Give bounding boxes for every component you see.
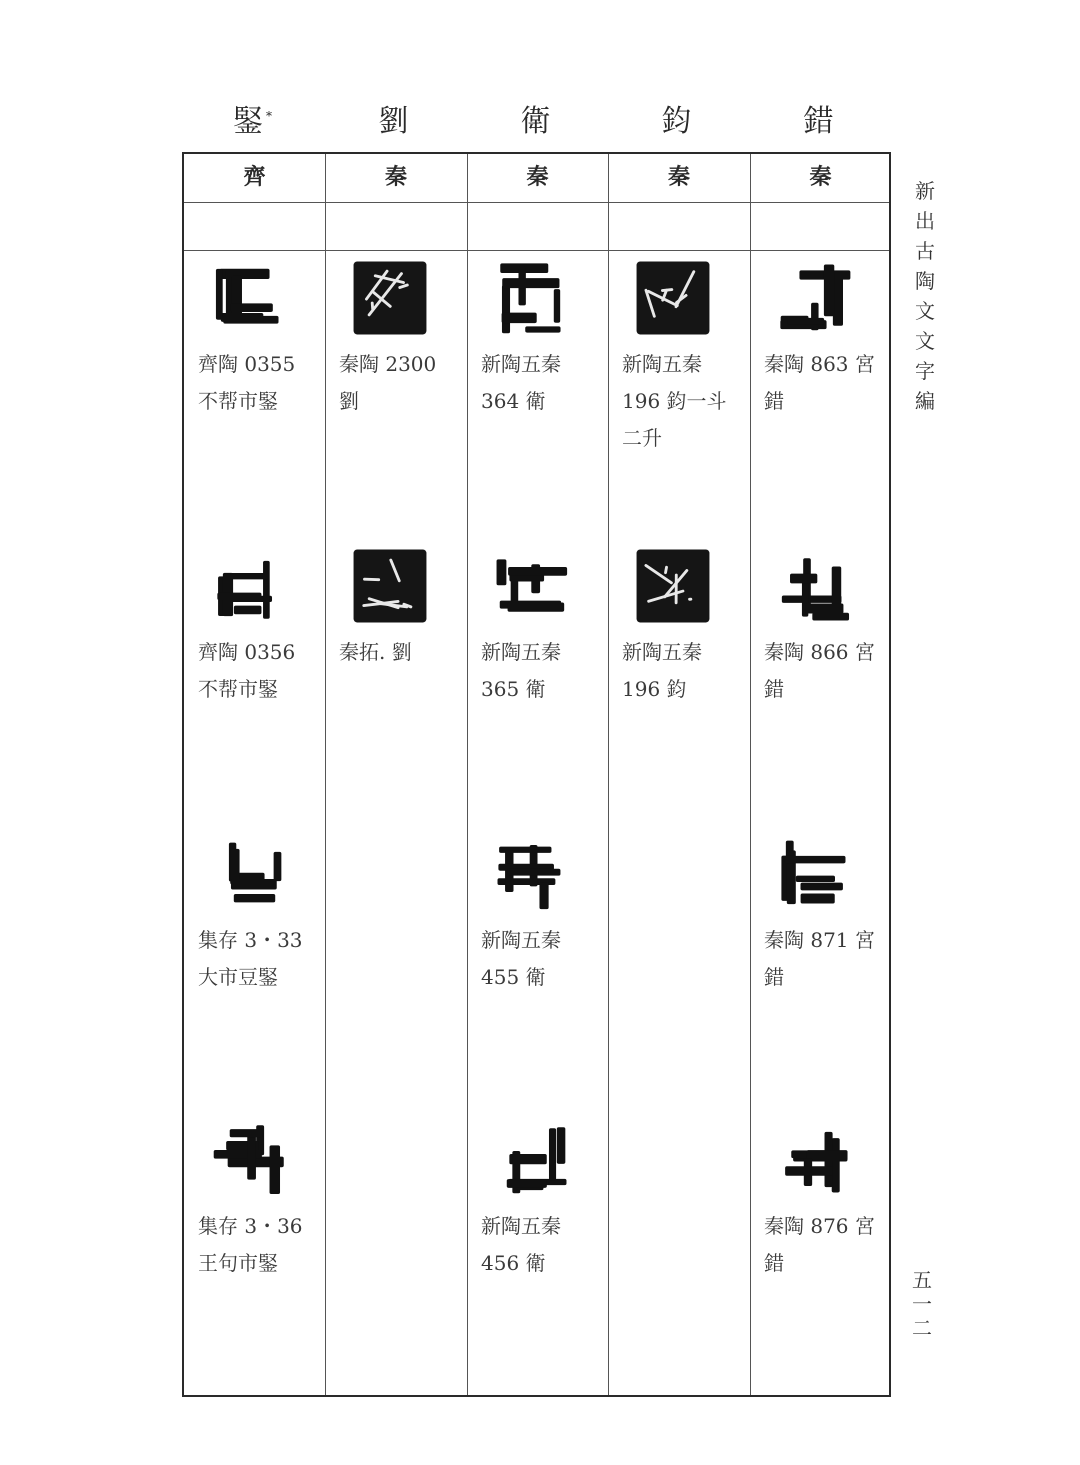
title-char: 文: [915, 329, 935, 353]
seal-rubbing-image: [349, 258, 431, 338]
seal-rubbing-image: [349, 546, 431, 626]
ink-glyph-image: [774, 1120, 856, 1200]
column-divider: [467, 154, 468, 1395]
book-title-vertical: [912, 176, 938, 416]
ink-glyph-image: [208, 546, 290, 626]
glyph-caption: 集存 3・33 大市豆鋻: [198, 928, 303, 989]
glyph-caption: 秦陶 876 宮 錯: [764, 1214, 875, 1275]
column-divider: [750, 154, 751, 1395]
heading-char: 鈞: [661, 104, 694, 139]
page-number-char: 五: [912, 1268, 932, 1292]
ink-glyph-image: [491, 1120, 573, 1200]
heading-char: 衛: [520, 104, 553, 139]
glyph-table: [182, 152, 891, 1397]
page-number-char: 二: [912, 1316, 932, 1340]
glyph-caption: 秦陶 2300 劉: [339, 352, 437, 413]
ink-glyph-image: [208, 1120, 290, 1200]
seal-rubbing-image: [632, 546, 714, 626]
glyph-caption: 新陶五秦 365 衛: [481, 640, 561, 701]
blank-row-divider: [184, 250, 889, 251]
glyph-caption: 新陶五秦 364 衛: [481, 352, 561, 413]
glyph-caption: 秦陶 871 宮 錯: [764, 928, 875, 989]
ink-glyph-image: [491, 546, 573, 626]
column-divider: [608, 154, 609, 1395]
glyph-caption: 新陶五秦 455 衛: [481, 928, 561, 989]
heading-char: 劉: [378, 104, 411, 139]
character-headings: [183, 96, 891, 142]
glyph-caption: 秦拓. 劉: [339, 640, 412, 664]
column-divider: [325, 154, 326, 1395]
glyph-caption: 齊陶 0355 不帮市鋻: [198, 352, 296, 413]
page-number-char: 一: [912, 1292, 932, 1316]
ink-glyph-image: [491, 258, 573, 338]
column-header-region: 秦: [667, 165, 690, 190]
title-char: 文: [915, 299, 935, 323]
title-char: 古: [915, 239, 935, 263]
title-char: 出: [915, 209, 935, 233]
ink-glyph-image: [208, 834, 290, 914]
glyph-caption: 新陶五秦 456 衛: [481, 1214, 561, 1275]
title-char: 編: [915, 389, 935, 413]
heading-char: 鋻*: [233, 104, 274, 139]
glyph-caption: 集存 3・36 王句市鋻: [198, 1214, 303, 1275]
ink-glyph-image: [774, 834, 856, 914]
ink-glyph-image: [208, 258, 290, 338]
glyph-caption: 新陶五秦 196 鈞: [622, 640, 702, 701]
column-header-region: 秦: [384, 165, 407, 190]
title-char: 字: [915, 359, 935, 383]
seal-rubbing-image: [632, 258, 714, 338]
heading-asterisk: *: [266, 109, 274, 123]
title-char: 陶: [915, 269, 935, 293]
ink-glyph-image: [491, 834, 573, 914]
ink-glyph-image: [774, 258, 856, 338]
glyph-caption: 齊陶 0356 不帮市鋻: [198, 640, 296, 701]
title-char: 新: [915, 179, 935, 203]
header-divider: [184, 202, 889, 203]
column-header-region: 秦: [526, 165, 549, 190]
column-header-region: 秦: [809, 165, 832, 190]
heading-char: 錯: [803, 104, 836, 139]
glyph-caption: 新陶五秦 196 鈞一斗 二升: [622, 352, 727, 450]
page-number-vertical: [907, 1268, 937, 1340]
glyph-caption: 秦陶 863 宮 錯: [764, 352, 875, 413]
column-header-region: 齊: [243, 165, 266, 190]
glyph-caption: 秦陶 866 宮 錯: [764, 640, 875, 701]
ink-glyph-image: [774, 546, 856, 626]
